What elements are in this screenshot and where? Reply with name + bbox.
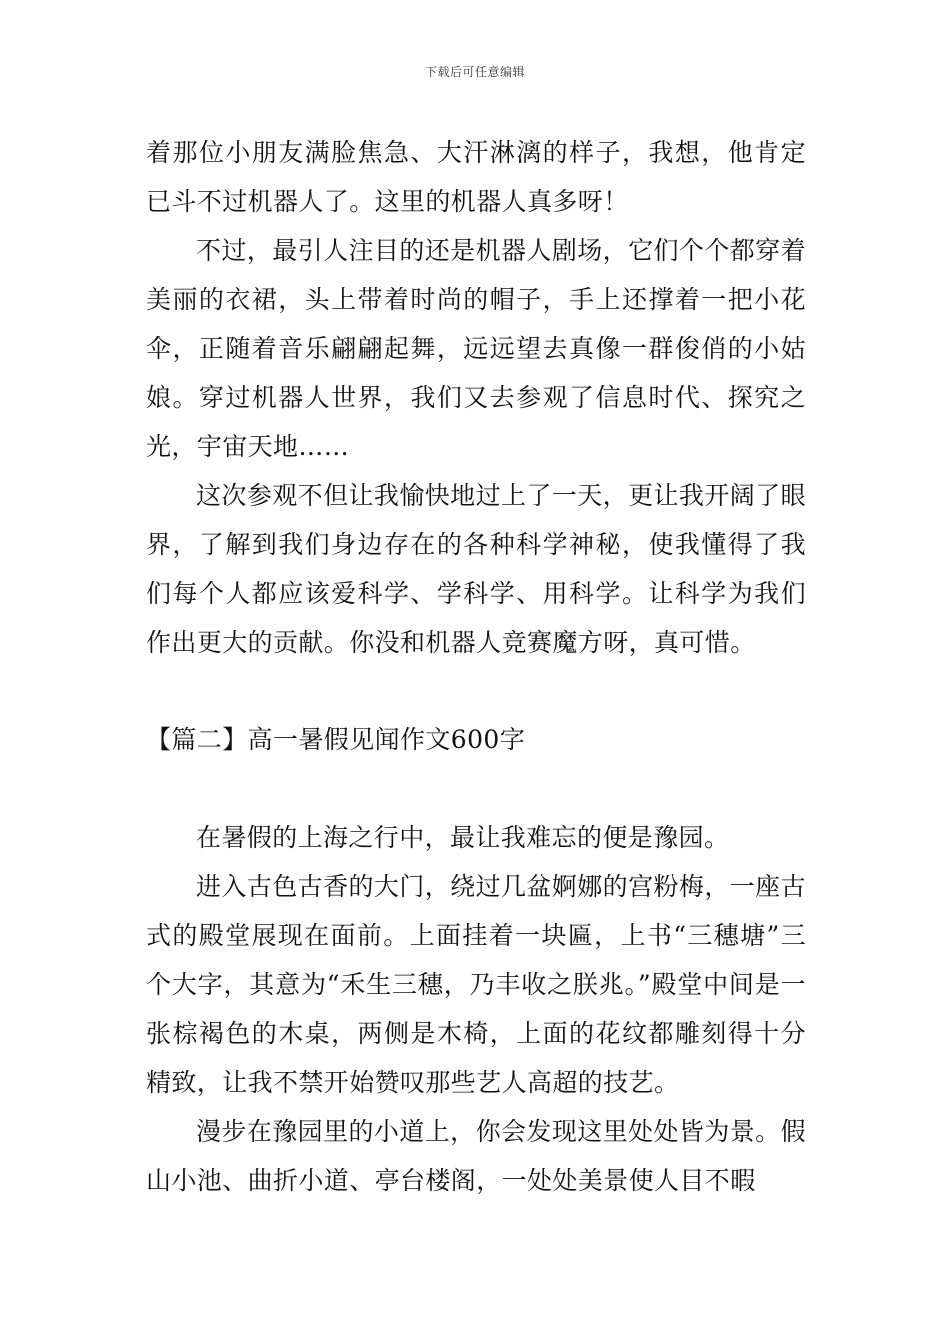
paragraph-visit-summary: 这次参观不但让我愉快地过上了一天，更让我开阔了眼界，了解到我们身边存在的各种科学神秘，使我懂得了我们每个人都应该爱科学、学科学、用科学。让科学为我们作出更大的贡献。你没和机器人竞赛魔方呀，真可惜。: [146, 481, 806, 657]
paragraph-hall-description: 进入古色古香的大门，绕过几盆婀娜的宫粉梅，一座古式的殿堂展现在面前。上面挂着一块匾，上书“三穗塘”三个大字，其意为“禾生三穗，乃丰收之朕兆。”殿堂中间是一张棕褐色的木桌，两侧是木椅，上面的花纹都雕刻得十分精致，让我不禁开始赞叹那些艺人高超的技艺。: [146, 872, 806, 1097]
paragraph-garden-path: 漫步在豫园里的小道上，你会发现这里处处皆为景。假山小池、曲折小道、亭台楼阁，一处处美景使人目不暇: [146, 1117, 806, 1195]
paragraph-continuation: 着那位小朋友满脸焦急、大汗淋漓的样子，我想，他肯定已斗不过机器人了。这里的机器人真多呀！: [146, 138, 806, 216]
paragraph-yuyuan-intro: 在暑假的上海之行中，最让我难忘的便是豫园。: [196, 823, 730, 852]
page-header: 下载后可任意编辑: [424, 65, 525, 79]
document-body: [146, 128, 806, 1205]
paragraph-robot-theater: 不过，最引人注目的还是机器人剧场，它们个个都穿着美丽的衣裙，头上带着时尚的帽子，手上还撑着一把小花伞，正随着音乐翩翩起舞，远远望去真像一群俊俏的小姑娘。穿过机器人世界，我们又去参观了信息时代、探究之光，宇宙天地……: [146, 236, 806, 461]
section-heading: 【篇二】高一暑假见闻作文600字: [146, 725, 526, 754]
